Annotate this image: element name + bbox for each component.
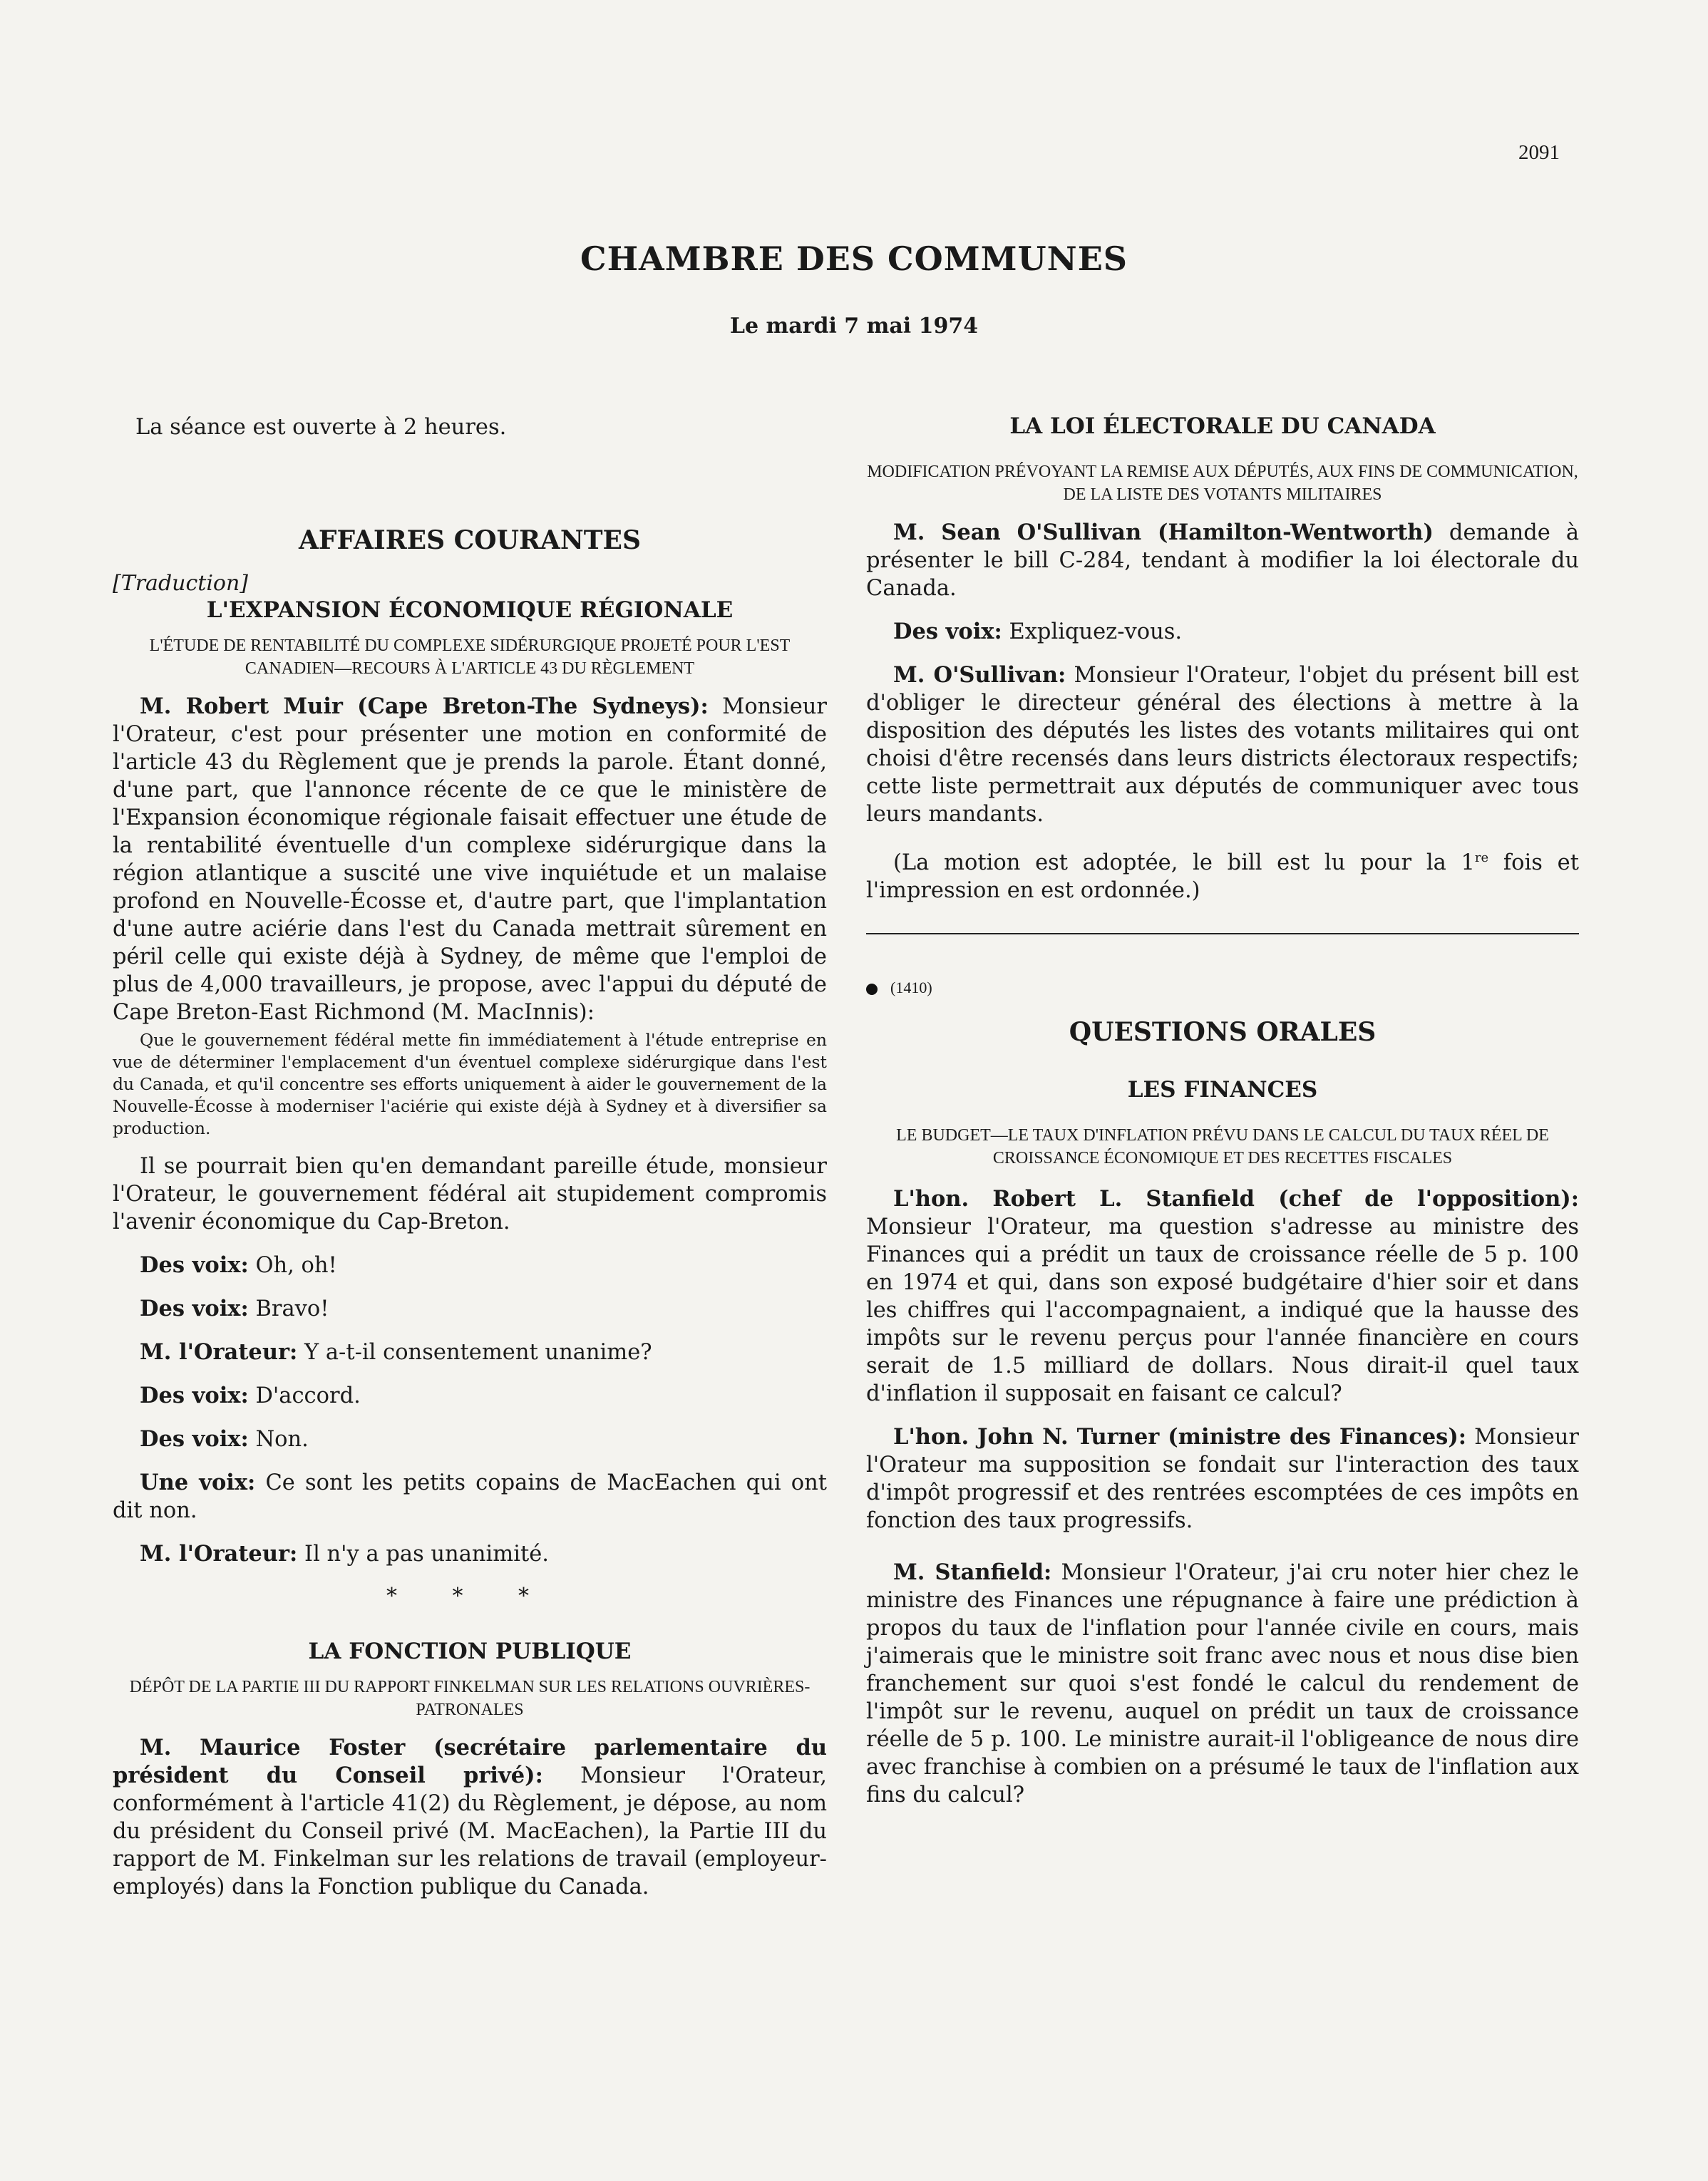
speaker-muir: M. Robert Muir (Cape Breton-The Sydneys):	[140, 694, 709, 719]
exchange-speaker: Des voix:	[140, 1296, 249, 1321]
fonction-publique-heading: LA FONCTION PUBLIQUE	[308, 1639, 632, 1664]
page-title: CHAMBRE DES COMMUNES	[580, 239, 1128, 278]
motion-adopted	[866, 844, 1579, 904]
exchange-speaker: M. l'Orateur:	[140, 1541, 298, 1567]
speaker-stanfield: L'hon. Robert L. Stanfield (chef de l'opposition):	[893, 1186, 1579, 1212]
exchange-speaker: Des voix:	[140, 1426, 249, 1452]
exchange-speaker: M. l'Orateur:	[140, 1339, 298, 1365]
exchange-speaker: Une voix:	[140, 1470, 256, 1495]
stanfield-text-2: Monsieur l'Orateur, j'ai cru noter hier chez le ministre des Finances une répugnance à faire une prédiction à propos du taux de l'inflation pour l'année civile en cours, mais j'aimerais que le ministre soit franc avec nous et nous dise bien franchement sur quoi s'est fondé le calcul du rendement de l'impôt sur le revenu, auquel on prédit un taux de croissance réelle de 5 p. 100. Le ministre aurait-il l'obligeance de nous dire avec franchise à combien on a présumé le taux de l'inflation aux fins du calcul?	[866, 1560, 1579, 1808]
osullivan-speech-2	[866, 661, 1579, 828]
voix-text: Expliquez-vous.	[1009, 619, 1183, 644]
speaker-osullivan-2: M. O'Sullivan:	[893, 662, 1066, 688]
exchange-line	[113, 1540, 827, 1568]
motion-text: Que le gouvernement fédéral mette fin immédiatement à l'étude entreprise en vue de déterminer l'emplacement d'un éventuel complexe sidérurgique dans l'est du Canada, et qu'il concentre ses efforts uniquement à aider le gouvernement de la Nouvelle-Écosse à moderniser l'aciérie qui existe déjà à Sydney et à diversifier sa production.	[113, 1030, 827, 1138]
loi-subheading: MODIFICATION PRÉVOYANT LA REMISE AUX DÉPUTÉS, AUX FINS DE COMMUNICATION, DE LA LISTE DES VOTANTS MILITAIRES	[867, 463, 1578, 504]
stanfield-speech	[866, 1185, 1579, 1408]
exchange-text: Ce sont les petits copains de MacEachen qui ont dit non.	[113, 1470, 827, 1523]
exchange-speaker: Des voix:	[140, 1383, 249, 1408]
exchange-speaker: Des voix:	[140, 1252, 249, 1278]
turner-text: Monsieur l'Orateur ma supposition se fondait sur l'interaction des taux d'impôt progressif et des rentrées escomptées de ces impôts en fonction des taux progressifs.	[866, 1425, 1579, 1534]
questions-orales-heading: QUESTIONS ORALES	[1069, 1017, 1377, 1048]
exchange-text: Il n'y a pas unanimité.	[304, 1542, 549, 1567]
opening-line: La séance est ouverte à 2 heures.	[135, 415, 507, 440]
osullivan-text-2: Monsieur l'Orateur, l'objet du présent bill est d'obliger le directeur général des élections à mettre à la disposition des députés les listes des votants militaires qui ont choisi d'être recensés dans leurs districts électoraux respectifs; cette liste permettrait aux députés de communiquer avec tous leurs mandants.	[866, 663, 1579, 827]
expansion-heading: L'EXPANSION ÉCONOMIQUE RÉGIONALE	[206, 597, 734, 623]
finances-subheading: LE BUDGET—LE TAUX D'INFLATION PRÉVU DANS LE CALCUL DU TAUX RÉEL DE CROISSANCE ÉCONOMIQUE ET DES RECETTES FISCALES	[896, 1126, 1549, 1168]
exchange-line	[113, 1339, 827, 1366]
exchange-text: D'accord.	[255, 1383, 361, 1408]
exchange-line	[113, 1469, 827, 1525]
sitting-date: Le mardi 7 mai 1974	[729, 314, 979, 339]
voix-exclamation	[866, 618, 1579, 646]
foster-speech	[113, 1734, 827, 1901]
motion-adopted-b: fois et l'impression en est ordonnée.)	[866, 850, 1579, 904]
loi-electorale-heading: LA LOI ÉLECTORALE DU CANADA	[1009, 413, 1436, 439]
page-number: 2091	[1518, 141, 1560, 164]
finances-heading: LES FINANCES	[1127, 1077, 1318, 1103]
expansion-subheading: L'ÉTUDE DE RENTABILITÉ DU COMPLEXE SIDÉRURGIQUE PROJETÉ POUR L'EST CANADIEN—RECOURS À L'ARTICLE 43 DU RÈGLEMENT	[149, 636, 791, 678]
right-column	[866, 413, 1579, 1809]
exchange-text: Bravo!	[255, 1296, 329, 1321]
fonction-subheading: DÉPÔT DE LA PARTIE III DU RAPPORT FINKELMAN SUR LES RELATIONS OUVRIÈRES-PATRONALES	[129, 1678, 811, 1719]
osullivan-text: demande à présenter le bill C-284, tendant à modifier la loi électorale du Canada.	[866, 520, 1580, 601]
speaker-stanfield-2: M. Stanfield:	[893, 1559, 1052, 1586]
exchange-line	[113, 1425, 827, 1453]
osullivan-speech	[866, 519, 1579, 602]
speaker-turner: L'hon. John N. Turner (ministre des Finances):	[893, 1424, 1467, 1450]
exchange-text: Y a-t-il consentement unanime?	[304, 1340, 652, 1365]
turner-speech	[866, 1423, 1579, 1535]
motion-adopted-a: (La motion est adoptée, le bill est lu pour la 1	[893, 850, 1475, 876]
traduction-note: [Traduction]	[113, 571, 249, 596]
muir-speech	[113, 693, 827, 1026]
bullet-icon	[866, 984, 878, 995]
timestamp	[866, 979, 1579, 997]
foster-text: Monsieur l'Orateur, conformément à l'article 41(2) du Règlement, je dépose, au nom du président du Conseil privé (M. MacEachen), la Partie III du rapport de M. Finkelman sur les relations de travail (employeur-employés) dans la Fonction publique du Canada.	[113, 1763, 827, 1899]
exchange-line	[113, 1252, 827, 1279]
exchange-text: Oh, oh!	[255, 1253, 337, 1278]
exchange-list	[113, 1252, 827, 1568]
exchange-text: Non.	[255, 1427, 309, 1452]
section-separator: * * *	[386, 1584, 554, 1609]
left-column	[113, 413, 827, 1901]
affaires-courantes-heading: AFFAIRES COURANTES	[299, 525, 641, 555]
stanfield-speech-2	[866, 1559, 1579, 1809]
motion-adopted-sup: re	[1474, 850, 1489, 865]
muir-text: Monsieur l'Orateur, c'est pour présenter une motion en conformité de l'article 43 du Règlement que je prends la parole. Étant donné, d'une part, que l'annonce récente de ce que le ministère de l'Expansion économique régionale faisait effectuer une étude de la rentabilité éventuelle d'un complexe sidérurgique dans la région atlantique a suscité une vive inquiétude et un malaise profond en Nouvelle-Écosse et, d'autre part, que l'implantation d'une autre aciérie dans l'est du Canada mettrait sûrement en péril celle qui existe déjà à Sydney, de même que l'emploi de plus de 4,000 travailleurs, je propose, avec l'appui du député de Cape Breton-East Richmond (M. MacInnis):	[113, 694, 828, 1025]
speaker-osullivan: M. Sean O'Sullivan (Hamilton-Wentworth)	[893, 520, 1434, 545]
exchange-line	[113, 1295, 827, 1323]
exchange-line	[113, 1382, 827, 1410]
speaker-foster: M. Maurice Foster (secrétaire parlementaire du président du Conseil privé):	[113, 1735, 827, 1788]
timestamp-text: (1410)	[890, 979, 932, 997]
stanfield-text: Monsieur l'Orateur, ma question s'adresse au ministre des Finances qui a prédit un taux de croissance réelle de 5 p. 100 en 1974 et qui, dans son exposé budgétaire d'hier soir et dans les chiffres qui l'accompagnaient, a indiqué que la hausse des impôts sur le revenu perçus pour l'année financière en cours serait de 1.5 milliard de dollars. Nous dirait-il quel taux d'inflation il supposait en faisant ce calcul?	[866, 1215, 1579, 1407]
muir-speech-2: Il se pourrait bien qu'en demandant pareille étude, monsieur l'Orateur, le gouvernement fédéral ait stupidement compromis l'avenir économique du Cap-Breton.	[113, 1154, 827, 1234]
speaker-voix: Des voix:	[893, 619, 1002, 644]
